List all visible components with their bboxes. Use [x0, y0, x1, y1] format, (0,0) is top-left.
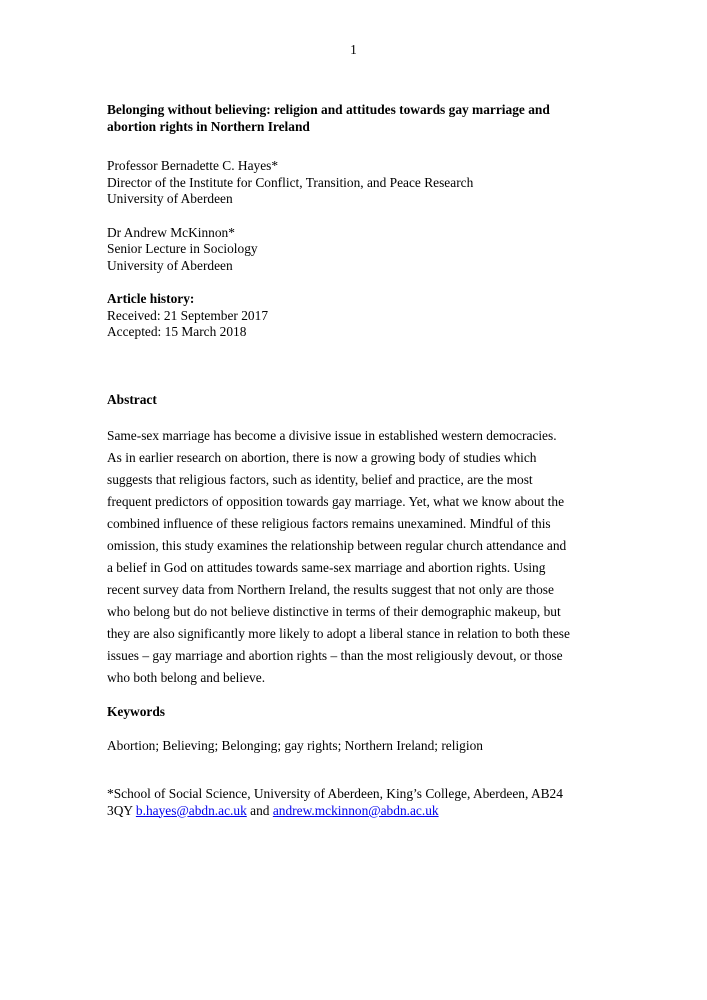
paper-title-line-1: Belonging without believing: religion and attitudes towards gay marriage and [107, 102, 550, 117]
abstract-body [107, 425, 607, 689]
abstract-line: they are also significantly more likely to adopt a liberal stance in relation to both these [107, 625, 570, 641]
postcode-suffix: 3QY [107, 802, 133, 818]
author-name: Dr Andrew McKinnon* [107, 224, 235, 240]
conjunction-text: and [250, 802, 270, 818]
page-number: 1 [350, 42, 357, 57]
author-role: Director of the Institute for Conflict, Transition, and Peace Research [107, 174, 474, 190]
author-block-2 [107, 225, 607, 275]
abstract-line: a belief in God on attitudes towards same-sex marriage and abortion rights. Using [107, 559, 546, 575]
article-history [107, 291, 607, 341]
affiliation-line-1: *School of Social Science, University of Aberdeen, King’s College, Aberdeen, AB24 [107, 785, 563, 801]
accepted-date: Accepted: 15 March 2018 [107, 324, 247, 339]
abstract-line: issues – gay marriage and abortion rights – than the most religiously devout, or those [107, 647, 563, 663]
email-link-hayes[interactable]: b.hayes@abdn.ac.uk [135, 802, 247, 818]
email-link-mckinnon[interactable]: andrew.mckinnon@abdn.ac.uk [272, 802, 439, 818]
author-institution: University of Aberdeen [107, 257, 233, 273]
received-date: Received: 21 September 2017 [107, 307, 269, 323]
abstract-line: Same-sex marriage has become a divisive issue in established western democracies. [107, 427, 557, 443]
author-role: Senior Lecture in Sociology [107, 241, 258, 256]
abstract-line: suggests that religious factors, such as identity, belief and practice, are the most [107, 471, 533, 487]
keywords-heading: Keywords [107, 703, 166, 719]
abstract-line: frequent predictors of opposition towards gay marriage. Yet, what we know about the [107, 493, 565, 509]
affiliation-line-2 [107, 802, 607, 819]
abstract-line: who belong but do not believe distinctive in terms of their demographic makeup, but [107, 603, 561, 619]
affiliation-footnote [107, 785, 607, 819]
abstract-line: recent survey data from Northern Ireland, the results suggest that not only are those [107, 581, 554, 597]
article-history-heading: Article history: [107, 291, 195, 306]
author-institution: University of Aberdeen [107, 191, 233, 206]
abstract-heading: Abstract [107, 391, 157, 407]
author-name: Professor Bernadette C. Hayes* [107, 158, 279, 173]
abstract-line: combined influence of these religious factors remains unexamined. Mindful of this [107, 515, 551, 531]
abstract-line: omission, this study examines the relationship between regular church attendance and [107, 537, 567, 553]
abstract-line: who both belong and believe. [107, 669, 266, 685]
page-content [107, 101, 607, 819]
paper-title [107, 101, 607, 135]
author-block-1 [107, 158, 607, 208]
abstract-line: As in earlier research on abortion, there is now a growing body of studies which [107, 449, 537, 465]
paper-title-line-2: abortion rights in Northern Ireland [107, 119, 310, 134]
keywords-list: Abortion; Believing; Belonging; gay rights; Northern Ireland; religion [107, 737, 483, 753]
